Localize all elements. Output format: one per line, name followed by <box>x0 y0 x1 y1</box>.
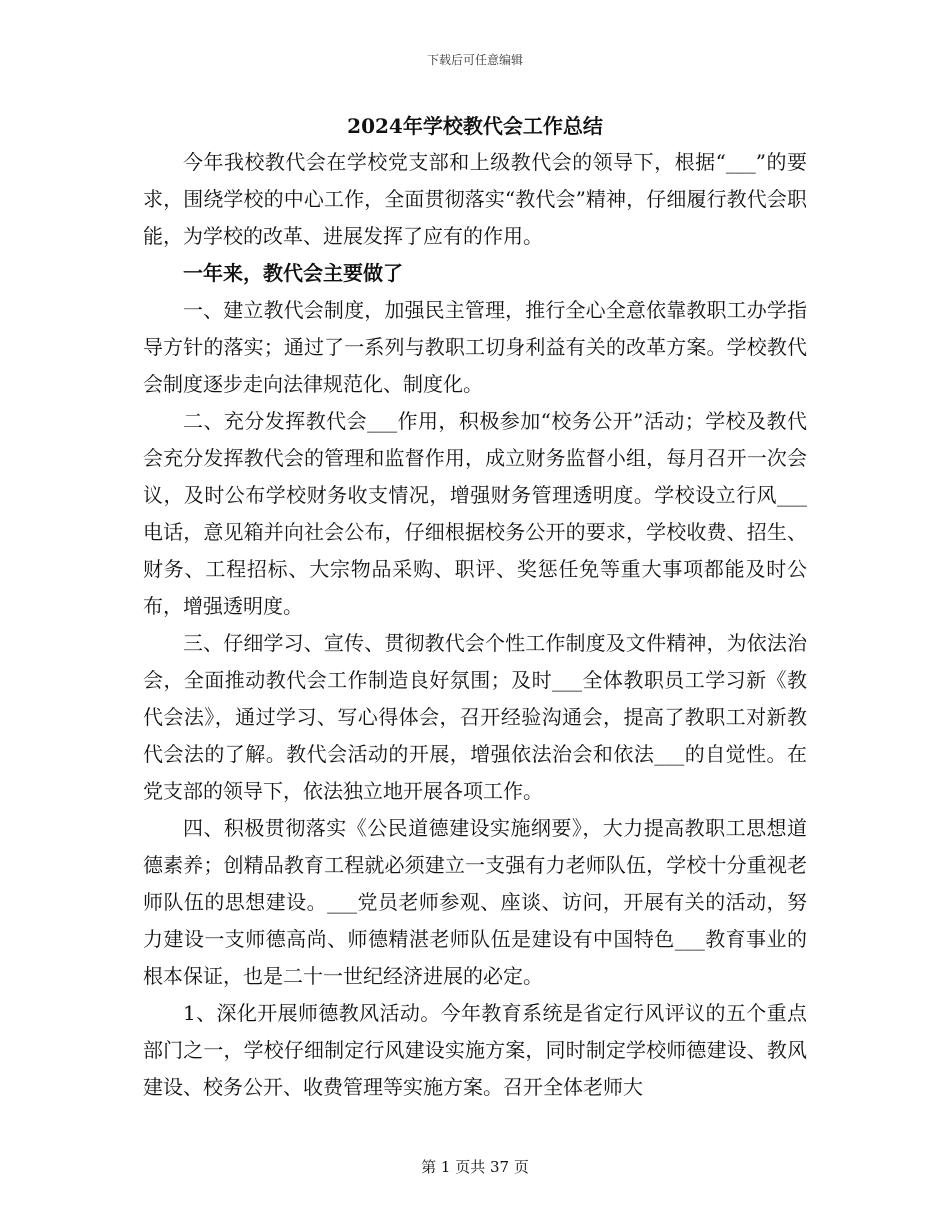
paragraph-5: 1、深化开展师德教风活动。今年教育系统是省定行风评议的五个重点部门之一，学校仔细制定行风建设实施方案，同时制定学校师德建设、教风建设、校务公开、收费管理等实施方案。召开全体老师大 <box>143 1001 807 1099</box>
intro-paragraph: 今年我校教代会在学校党支部和上级教代会的领导下，根据“___”的要求，围绕学校的中心工作，全面贯彻落实“教代会”精神，仔细履行教代会职能，为学校的改革、进展发挥了应有的作用。 <box>143 150 807 248</box>
document-body <box>143 108 807 1106</box>
paragraph-3: 三、仔细学习、宣传、贯彻教代会个性工作制度及文件精神，为依法治会，全面推动教代会工作制造良好氛围；及时___全体教职员工学习新《教代会法》，通过学习、写心得体会，召开经验沟通会，提高了教职工对新教代会法的了解。教代会活动的开展，增强依法治会和依法___的自觉性。在党支部的领导下，依法独立地开展各项工作。 <box>143 631 807 803</box>
section-subheading: 一年来，教代会主要做了 <box>183 261 403 285</box>
paragraph-1: 一、建立教代会制度，加强民主管理，推行全心全意依靠教职工办学指导方针的落实；通过了一系列与教职工切身利益有关的改革方案。学校教代会制度逐步走向法律规范化、制度化。 <box>143 298 807 396</box>
paragraph-2: 二、充分发挥教代会___作用，积极参加“校务公开”活动；学校及教代会充分发挥教代会的管理和监督作用，成立财务监督小组，每月召开一次会议，及时公布学校财务收支情况，增强财务管理透明度。学校设立行风___电话，意见箱并向社会公布，仔细根据校务公开的要求，学校收费、招生、财务、工程招标、大宗物品采购、职评、奖惩任免等重大事项都能及时公布，增强透明度。 <box>143 409 807 618</box>
page-number-footer: 第 1 页共 37 页 <box>421 1158 529 1176</box>
document-title: 2024年学校教代会工作总结 <box>347 114 603 138</box>
page-header-note: 下载后可任意编辑 <box>426 53 523 67</box>
paragraph-4: 四、积极贯彻落实《公民道德建设实施纲要》，大力提高教职工思想道德素养；创精品教育工程就必须建立一支强有力老师队伍，学校十分重视老师队伍的思想建设。___党员老师参观、座谈、访问，开展有关的活动，努力建设一支师德高尚、师德精湛老师队伍是建设有中国特色___教育事业的根本保证，也是二十一世纪经济进展的必定。 <box>143 816 807 988</box>
